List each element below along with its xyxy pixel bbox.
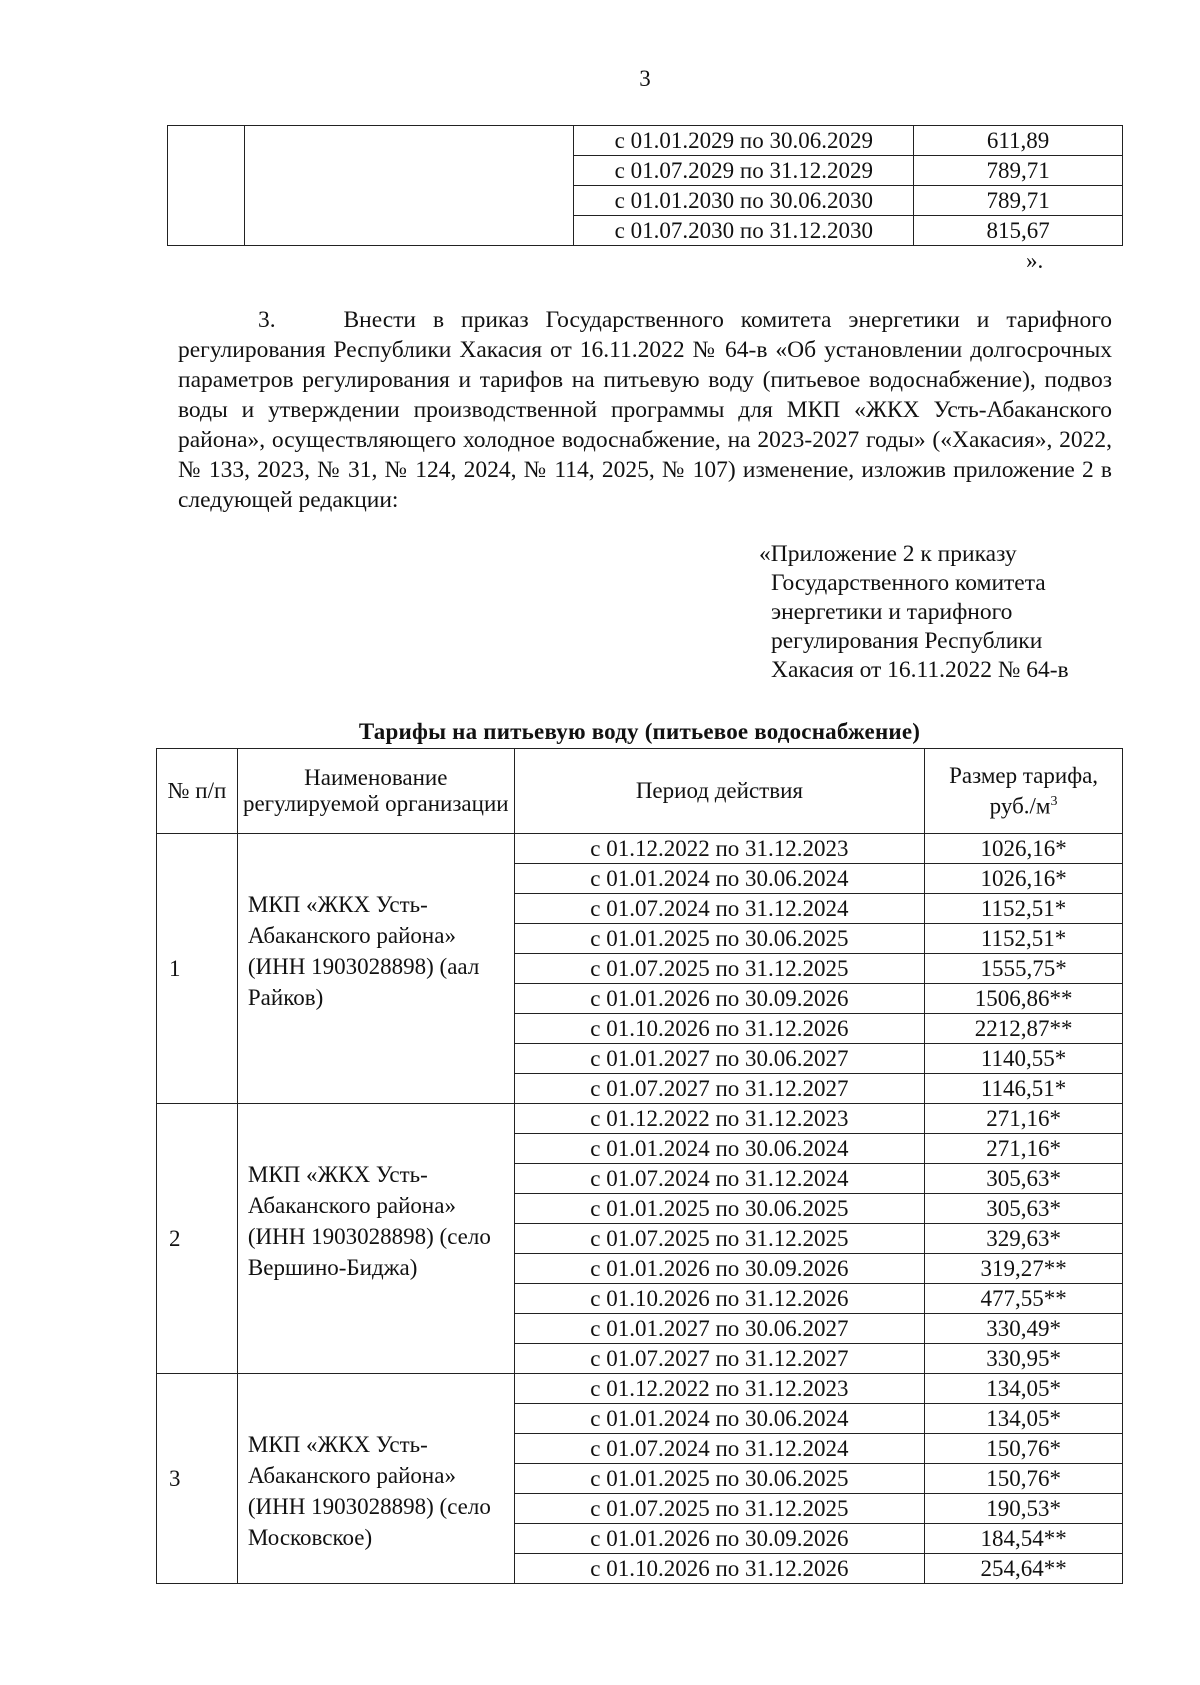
continued-tariff-table	[167, 125, 1123, 246]
table-header-row	[157, 749, 1123, 834]
period-cell: с 01.12.2022 по 31.12.2023	[514, 1104, 924, 1134]
period-cell: с 01.01.2025 по 30.06.2025	[514, 1464, 924, 1494]
period-cell: с 01.07.2025 по 31.12.2025	[514, 954, 924, 984]
period-cell: с 01.07.2025 по 31.12.2025	[514, 1224, 924, 1254]
appendix-line: регулирования Республики	[771, 628, 1043, 654]
table-row	[157, 1104, 1123, 1134]
period-cell: с 01.07.2024 по 31.12.2024	[514, 1164, 924, 1194]
org-cell	[244, 126, 574, 246]
header-num: № п/п	[157, 749, 238, 834]
period-cell: с 01.01.2026 по 30.09.2026	[514, 1254, 924, 1284]
tariff-value-cell: 271,16*	[925, 1134, 1123, 1164]
tariff-value-cell: 254,64**	[925, 1554, 1123, 1584]
tariff-table	[156, 748, 1123, 1584]
tariff-value-cell: 1026,16*	[925, 834, 1123, 864]
period-cell: с 01.01.2027 по 30.06.2027	[514, 1044, 924, 1074]
value-cell: 789,71	[914, 156, 1123, 186]
tariff-value-cell: 1146,51*	[925, 1074, 1123, 1104]
period-cell: с 01.01.2025 по 30.06.2025	[514, 924, 924, 954]
period-cell: с 01.07.2024 по 31.12.2024	[514, 894, 924, 924]
value-cell: 789,71	[914, 186, 1123, 216]
period-cell: с 01.01.2024 по 30.06.2024	[514, 1404, 924, 1434]
period-cell: с 01.01.2025 по 30.06.2025	[514, 1194, 924, 1224]
org-number: 3	[157, 1374, 238, 1584]
header-value-text: Размер тарифа, руб./м	[949, 762, 1099, 819]
tariff-value-cell: 1140,55*	[925, 1044, 1123, 1074]
tariff-value-cell: 1506,86**	[925, 984, 1123, 1014]
period-cell: с 01.07.2027 по 31.12.2027	[514, 1344, 924, 1374]
period-cell: с 01.10.2026 по 31.12.2026	[514, 1284, 924, 1314]
org-number: 1	[157, 834, 238, 1104]
table-row	[168, 126, 1123, 156]
page-number: 3	[639, 66, 651, 91]
period-cell: с 01.10.2026 по 31.12.2026	[514, 1554, 924, 1584]
table-title: Тарифы на питьевую воду (питьевое водоснабжение)	[358, 719, 921, 744]
amendment-paragraph: 3. Внести в приказ Государственного комитета энергетики и тарифного регулирования Республики Хакасия от 16.11.2022 № 64-в «Об установлении долгосрочных параметров регулирования и тарифов на питьевую воду (питьевое водоснабжение), подвоз воды и утверждении производственной программы для МКП «ЖКХ Усть-Абаканского района», осуществляющего холодное водоснабжение, на 2023-2027 годы» («Хакасия», 2022, № 133, 2023, № 31, № 124, 2024, № 114, 2025, № 107) изменение, изложив приложение 2 в следующей редакции:	[178, 307, 1112, 513]
tariff-value-cell: 2212,87**	[925, 1014, 1123, 1044]
period-cell: с 01.10.2026 по 31.12.2026	[514, 1014, 924, 1044]
tariff-value-cell: 330,49*	[925, 1314, 1123, 1344]
tariff-value-cell: 329,63*	[925, 1224, 1123, 1254]
value-cell: 611,89	[914, 126, 1123, 156]
header-value-sup: 3	[1050, 793, 1058, 809]
period-cell: с 01.07.2025 по 31.12.2025	[514, 1494, 924, 1524]
table-row	[157, 834, 1123, 864]
org-name: МКП «ЖКХ Усть-Абаканского района» (ИНН 1903028898) (село Вершино-Биджа)	[237, 1104, 514, 1374]
table-row	[157, 1374, 1123, 1404]
appendix-line: Государственного комитета	[771, 570, 1046, 596]
header-org: Наименование регулируемой организации	[237, 749, 514, 834]
tariff-value-cell: 184,54**	[925, 1524, 1123, 1554]
tariff-value-cell: 134,05*	[925, 1374, 1123, 1404]
tariff-value-cell: 305,63*	[925, 1164, 1123, 1194]
period-cell: с 01.01.2026 по 30.09.2026	[514, 1524, 924, 1554]
period-cell: с 01.07.2027 по 31.12.2027	[514, 1074, 924, 1104]
appendix-heading	[759, 540, 1069, 685]
appendix-line: энергетики и тарифного	[771, 599, 1013, 625]
tariff-value-cell: 330,95*	[925, 1344, 1123, 1374]
tariff-value-cell: 319,27**	[925, 1254, 1123, 1284]
num-cell	[168, 126, 245, 246]
org-name: МКП «ЖКХ Усть-Абаканского района» (ИНН 1903028898) (аал Райков)	[237, 834, 514, 1104]
period-cell: с 01.01.2026 по 30.09.2026	[514, 984, 924, 1014]
tariff-value-cell: 477,55**	[925, 1284, 1123, 1314]
tariff-value-cell: 1555,75*	[925, 954, 1123, 984]
tariff-value-cell: 1152,51*	[925, 894, 1123, 924]
value-cell: 815,67	[914, 216, 1123, 246]
org-name: МКП «ЖКХ Усть-Абаканского района» (ИНН 1903028898) (село Московское)	[237, 1374, 514, 1584]
tariff-value-cell: 271,16*	[925, 1104, 1123, 1134]
period-cell: с 01.07.2030 по 31.12.2030	[574, 216, 914, 246]
period-cell: с 01.01.2024 по 30.06.2024	[514, 864, 924, 894]
tariff-value-cell: 190,53*	[925, 1494, 1123, 1524]
period-cell: с 01.12.2022 по 31.12.2023	[514, 1374, 924, 1404]
period-cell: с 01.01.2024 по 30.06.2024	[514, 1134, 924, 1164]
period-cell: с 01.12.2022 по 31.12.2023	[514, 834, 924, 864]
period-cell: с 01.01.2027 по 30.06.2027	[514, 1314, 924, 1344]
period-cell: с 01.07.2024 по 31.12.2024	[514, 1434, 924, 1464]
header-period: Период действия	[514, 749, 924, 834]
tariff-value-cell: 1026,16*	[925, 864, 1123, 894]
tariff-value-cell: 1152,51*	[925, 924, 1123, 954]
appendix-line: Хакасия от 16.11.2022 № 64-в	[771, 657, 1069, 683]
closing-quote: ».	[1026, 248, 1044, 273]
appendix-line: «Приложение 2 к приказу	[759, 541, 1017, 567]
period-cell: с 01.01.2030 по 30.06.2030	[574, 186, 914, 216]
header-value	[925, 749, 1123, 834]
tariff-value-cell: 305,63*	[925, 1194, 1123, 1224]
period-cell: с 01.07.2029 по 31.12.2029	[574, 156, 914, 186]
tariff-value-cell: 150,76*	[925, 1464, 1123, 1494]
tariff-value-cell: 150,76*	[925, 1434, 1123, 1464]
org-number: 2	[157, 1104, 238, 1374]
tariff-value-cell: 134,05*	[925, 1404, 1123, 1434]
period-cell: с 01.01.2029 по 30.06.2029	[574, 126, 914, 156]
